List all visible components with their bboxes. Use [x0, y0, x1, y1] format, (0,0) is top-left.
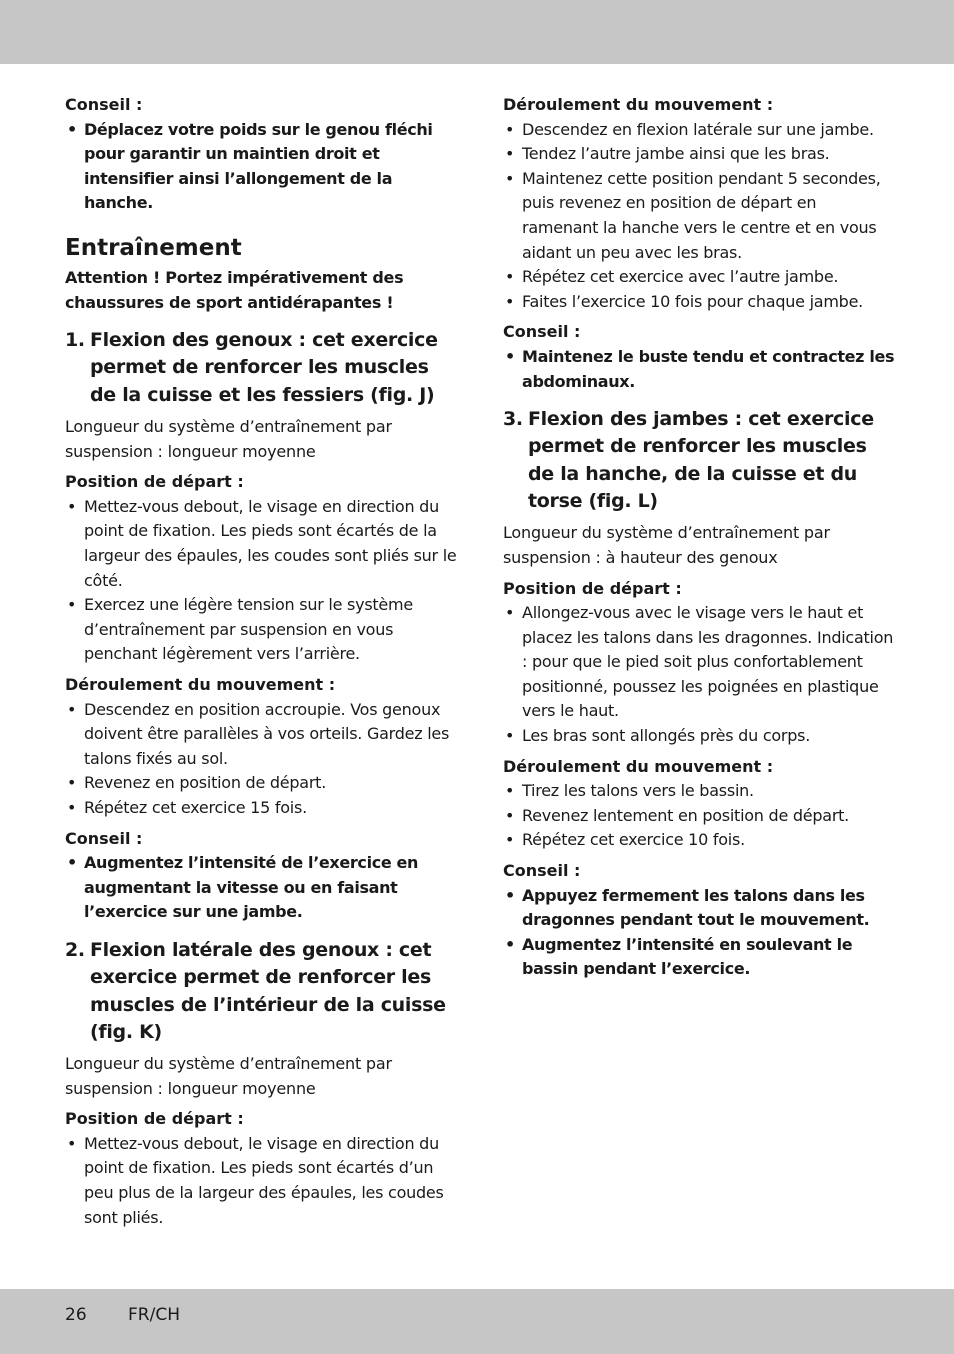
list-item: • Allongez-vous avec le visage vers le haut et placez les talons dans les dragonnes. Indication : pour que le pied soit plus confortablement positionné, poussez les poignées en plastique vers le haut.: [503, 601, 895, 724]
tip-label: Conseil :: [65, 95, 143, 114]
start-position-label: Position de départ :: [65, 1109, 244, 1129]
list-item: • Descendez en flexion latérale sur une jambe.: [503, 118, 895, 143]
list-item: • Appuyez fermement les talons dans les dragonnes pendant tout le mouvement.: [503, 884, 895, 933]
list-item: • Répétez cet exercice 15 fois.: [65, 796, 460, 821]
start-position-list: [503, 601, 895, 749]
length-text: Longueur du système d’entraînement par suspension : à hauteur des genoux: [503, 523, 830, 567]
list-item: • Répétez cet exercice 10 fois.: [503, 828, 895, 853]
list-item: • Augmentez l’intensité de l’exercice en augmentant la vitesse ou en faisant l’exercice sur une jambe.: [65, 851, 460, 925]
exercise-number: 2.: [65, 938, 85, 961]
exercise-title: Flexion latérale des genoux : cet exercice permet de renforcer les muscles de l’intérieur de la cuisse (fig. K): [90, 938, 446, 1043]
exercise-title: Flexion des genoux : cet exercice permet de renforcer les muscles de la cuisse et les fessiers (fig. J): [90, 329, 438, 406]
list-item: • Augmentez l’intensité en soulevant le bassin pendant l’exercice.: [503, 933, 895, 982]
length-text: Longueur du système d’entraînement par suspension : longueur moyenne: [65, 417, 392, 461]
tip-label: Conseil :: [65, 828, 143, 848]
start-position-list: [65, 495, 460, 667]
list-item: • Faites l’exercice 10 fois pour chaque jambe.: [503, 290, 895, 315]
tip-list: [503, 884, 895, 982]
list-item: • Répétez cet exercice avec l’autre jambe.: [503, 265, 895, 290]
header-band: [0, 0, 954, 64]
exercise-3-heading: [503, 406, 895, 515]
list-item: • Tendez l’autre jambe ainsi que les bras.: [503, 142, 895, 167]
list-item: • Revenez en position de départ.: [65, 771, 460, 796]
start-position-list: [65, 1132, 460, 1230]
left-column: [65, 93, 460, 1230]
exercise-title: Flexion des jambes : cet exercice permet de renforcer les muscles de la hanche, de la cuisse et du torse (fig. L): [528, 408, 874, 513]
movement-list: [503, 118, 895, 315]
language-code: FR/CH: [128, 1305, 180, 1325]
start-position-label: Position de départ :: [503, 578, 682, 598]
list-item: • Descendez en position accroupie. Vos genoux doivent être parallèles à vos orteils. Gardez les talons fixés au sol.: [65, 698, 460, 772]
list-item: • Mettez-vous debout, le visage en direction du point de fixation. Les pieds sont écartés de la largeur des épaules, les coudes sont pliés sur le côté.: [65, 495, 460, 593]
list-item: • Les bras sont allongés près du corps.: [503, 724, 895, 749]
movement-list: [65, 698, 460, 821]
section-title: Entraînement: [65, 234, 242, 261]
exercise-2-heading: [65, 937, 460, 1046]
exercise-number: 3.: [503, 408, 523, 431]
warning-text: Attention ! Portez impérativement des chaussures de sport antidérapantes !: [65, 267, 404, 312]
movement-label: Déroulement du mouvement :: [503, 756, 774, 776]
list-item: • Déplacez votre poids sur le genou fléchi pour garantir un maintien droit et intensifier ainsi l’allongement de la hanche.: [65, 118, 460, 216]
page-number: 26: [65, 1305, 87, 1325]
tip-list: [65, 118, 460, 216]
right-column: [503, 93, 895, 982]
length-text: Longueur du système d’entraînement par suspension : longueur moyenne: [65, 1054, 392, 1098]
tip-label: Conseil :: [503, 861, 581, 881]
list-item: • Maintenez le buste tendu et contractez les abdominaux.: [503, 345, 895, 394]
movement-list: [503, 779, 895, 853]
exercise-number: 1.: [65, 329, 85, 352]
list-item: • Tirez les talons vers le bassin.: [503, 779, 895, 804]
list-item: • Mettez-vous debout, le visage en direction du point de fixation. Les pieds sont écartés d’un peu plus de la largeur des épaules, les coudes sont pliés.: [65, 1132, 460, 1230]
list-item: • Exercez une légère tension sur le système d’entraînement par suspension en vous penchant légèrement vers l’arrière.: [65, 593, 460, 667]
list-item: • Maintenez cette position pendant 5 secondes, puis revenez en position de départ en ramenant la hanche vers le centre et en vous aidant un peu avec les bras.: [503, 167, 895, 265]
movement-label: Déroulement du mouvement :: [65, 674, 336, 694]
list-item: • Revenez lentement en position de départ.: [503, 804, 895, 829]
tip-label: Conseil :: [503, 322, 581, 342]
movement-label: Déroulement du mouvement :: [503, 95, 774, 114]
exercise-1-heading: [65, 327, 460, 409]
tip-list: [65, 851, 460, 925]
start-position-label: Position de départ :: [65, 472, 244, 492]
tip-list: [503, 345, 895, 394]
